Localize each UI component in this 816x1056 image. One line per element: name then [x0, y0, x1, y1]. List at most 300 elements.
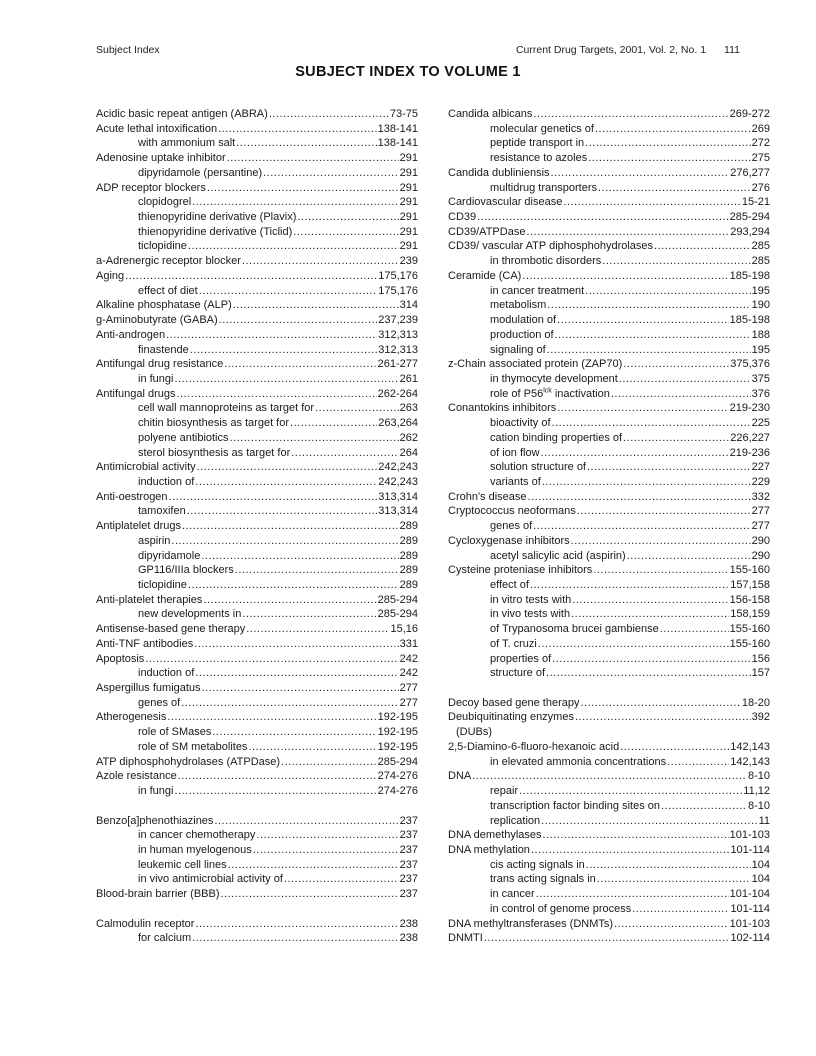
entry-page: 264: [399, 446, 418, 459]
index-entry: [96, 299, 418, 314]
index-entry: [448, 520, 770, 535]
entry-page: 239: [399, 255, 418, 268]
dot-leader: [221, 888, 399, 900]
dot-leader: [207, 182, 399, 194]
entry-label: Cycloxygenase inhibitors: [448, 534, 570, 547]
dot-leader: [248, 741, 376, 753]
entry-page: 289: [399, 549, 418, 562]
dot-leader: [542, 476, 751, 488]
dot-leader: [632, 903, 729, 915]
entry-label: g-Aminobutyrate (GABA): [96, 314, 218, 327]
entry-page: 276: [751, 181, 770, 194]
dot-leader: [571, 535, 751, 547]
page-number: 111: [724, 44, 740, 56]
entry-page: 238: [399, 932, 418, 945]
entry-label: Blood-brain barrier (BBB): [96, 888, 220, 901]
entry-label: role of SM metabolites: [138, 740, 248, 753]
index-entry: [448, 123, 770, 138]
entry-page: 226,227: [730, 431, 770, 444]
entry-page: 138-141: [377, 137, 418, 150]
entry-label: trans acting signals in: [490, 873, 596, 886]
dot-leader: [533, 108, 728, 120]
dot-leader: [256, 829, 398, 841]
index-entry: [96, 167, 418, 182]
entry-page: 291: [399, 152, 418, 165]
dot-leader: [619, 373, 751, 385]
entry-label: in cancer treatment: [490, 284, 585, 297]
entry-page: 272: [751, 137, 770, 150]
entry-label: Cysteine proteniase inhibitors: [448, 564, 593, 577]
entry-page: 237: [399, 843, 418, 856]
entry-label-superscript: lck: [543, 387, 552, 394]
entry-page: 155-160: [729, 564, 770, 577]
dot-leader: [297, 211, 398, 223]
entry-page: 313,314: [378, 490, 418, 503]
dot-leader: [547, 299, 750, 311]
dot-leader: [203, 594, 376, 606]
entry-page: 392: [751, 711, 770, 724]
index-entry: [448, 182, 770, 197]
entry-label: bioactivity of: [490, 417, 551, 430]
entry-page: 242: [399, 652, 418, 665]
index-entry: [96, 815, 418, 830]
index-entry: [448, 579, 770, 594]
dot-leader: [557, 314, 729, 326]
entry-label: genes of: [490, 520, 533, 533]
index-entry: [96, 608, 418, 623]
dot-leader: [233, 299, 399, 311]
entry-page: 277: [751, 520, 770, 533]
entry-page: 185-198: [729, 269, 770, 282]
entry-label: for calcium: [138, 932, 192, 945]
entry-label: in fungi: [138, 785, 174, 798]
dot-leader: [588, 152, 750, 164]
dot-leader: [224, 358, 376, 370]
entry-label: of ion flow: [490, 446, 540, 459]
entry-page: 285-294: [377, 593, 418, 606]
entry-page: 312,313: [378, 343, 418, 356]
dot-leader: [538, 638, 729, 650]
index-entry: [96, 344, 418, 359]
index-entry: [96, 432, 418, 447]
entry-label: Adenosine uptake inhibitor: [96, 152, 226, 165]
index-entry: [448, 211, 770, 226]
dot-leader: [281, 756, 377, 768]
entry-label: Antiplatelet drugs: [96, 520, 181, 533]
entry-page: 101-103: [729, 829, 770, 842]
dot-leader: [284, 873, 399, 885]
entry-label: Candida albicans: [448, 108, 533, 120]
entry-label: clopidogrel: [138, 196, 192, 209]
index-entry: [96, 373, 418, 388]
index-entry: [448, 196, 770, 211]
dot-leader: [188, 240, 399, 252]
index-entry: [96, 329, 418, 344]
entry-label: acetyl salicylic acid (aspirin): [490, 549, 626, 562]
dot-leader: [214, 815, 398, 827]
entry-spacer: [96, 800, 418, 815]
dot-leader: [484, 932, 730, 944]
journal-citation: Current Drug Targets, 2001, Vol. 2, No. 1: [515, 44, 707, 56]
entry-page: 290: [751, 549, 770, 562]
dot-leader: [580, 697, 740, 709]
index-entry: [96, 594, 418, 609]
entry-page: 261: [399, 372, 418, 385]
dot-leader: [166, 329, 377, 341]
entry-label: aspirin: [138, 534, 171, 547]
entry-page: 277: [399, 696, 418, 709]
entry-label: Atherogenesis: [96, 711, 167, 724]
entry-page: 242: [399, 667, 418, 680]
entry-label: Apoptosis: [96, 652, 145, 665]
index-entry: [448, 873, 770, 888]
entry-label: Crohn's disease: [448, 490, 527, 503]
entry-page: 195: [751, 343, 770, 356]
index-entry: [448, 285, 770, 300]
index-entry: [96, 697, 418, 712]
entry-label: Cardiovascular disease: [448, 196, 563, 209]
entry-page: 190: [751, 299, 770, 312]
entry-label: Alkaline phosphatase (ALP): [96, 299, 232, 312]
index-entry: [448, 667, 770, 682]
dot-leader: [253, 844, 399, 856]
entry-page: 155-160: [729, 637, 770, 650]
index-entry: [448, 550, 770, 565]
entry-page: 291: [399, 225, 418, 238]
entry-label: DNA methyltransferases (DNMTs): [448, 917, 614, 930]
index-entry: [96, 240, 418, 255]
index-column-left: [96, 108, 418, 947]
index-entry: [96, 123, 418, 138]
index-entry: [448, 417, 770, 432]
index-entry: [448, 903, 770, 918]
entry-label: genes of: [138, 696, 181, 709]
index-entry: [448, 932, 770, 947]
index-entry: [448, 226, 770, 241]
entry-label: peptide transport in: [490, 137, 585, 150]
index-entry: [448, 829, 770, 844]
entry-page: 293,294: [730, 225, 770, 238]
index-entry: [448, 770, 770, 785]
entry-page: 101-103: [729, 917, 770, 930]
dot-leader: [623, 358, 729, 370]
index-entry: [448, 137, 770, 152]
dot-leader: [174, 785, 376, 797]
entry-label: Anti-TNF antibodies: [96, 637, 194, 650]
entry-page: 312,313: [378, 328, 418, 341]
index-entry: [96, 918, 418, 933]
entry-page: 11: [758, 814, 770, 827]
entry-label: cis acting signals in: [490, 858, 585, 871]
entry-label: DNMTI: [448, 932, 483, 945]
entry-label: Acute lethal intoxification: [96, 122, 218, 135]
entry-label: effect of: [490, 579, 529, 591]
entry-page: 375,376: [730, 358, 770, 371]
entry-page: 291: [399, 196, 418, 209]
entry-label: Azole resistance: [96, 770, 177, 783]
dot-leader: [598, 182, 751, 194]
dot-leader: [169, 491, 378, 503]
dot-leader: [269, 108, 389, 120]
index-entry: [96, 255, 418, 270]
index-entry: [96, 535, 418, 550]
index-entry: [96, 270, 418, 285]
entry-label: properties of: [490, 652, 552, 665]
index-entry: [96, 108, 418, 123]
index-entry: [96, 402, 418, 417]
entry-page: 156: [751, 652, 770, 665]
entry-label: in fungi: [138, 372, 174, 385]
dot-leader: [145, 653, 398, 665]
index-entry: [96, 653, 418, 668]
entry-page: 175,176: [378, 284, 418, 297]
entry-page: 175,176: [378, 269, 418, 282]
dot-leader: [563, 196, 741, 208]
entry-label: Antisense-based gene therapy: [96, 623, 246, 636]
entry-page: 101-114: [730, 902, 770, 915]
entry-page: 289: [399, 564, 418, 577]
index-entry: [448, 623, 770, 638]
dot-leader: [522, 270, 728, 282]
dot-leader: [167, 711, 376, 723]
index-entry: [448, 108, 770, 123]
index-entry: [96, 741, 418, 756]
entry-page: 314: [399, 299, 418, 312]
entry-label: Aspergillus fumigatus: [96, 682, 201, 695]
dot-leader: [552, 417, 751, 429]
entry-label: in human myelogenous: [138, 843, 252, 856]
index-entry: [96, 785, 418, 800]
entry-label: tamoxifen: [138, 505, 186, 518]
index-entry: [96, 226, 418, 241]
dot-leader: [586, 859, 751, 871]
entry-label: repair: [490, 785, 519, 798]
index-entry: [448, 329, 770, 344]
dot-leader: [551, 167, 730, 179]
dot-leader: [263, 167, 399, 179]
index-column-right: [448, 108, 770, 947]
entry-page: 73-75: [389, 108, 418, 120]
entry-page: 238: [399, 917, 418, 930]
entry-page: 276,277: [730, 166, 770, 179]
dot-leader: [593, 564, 728, 576]
entry-page: 274-276: [377, 785, 418, 798]
entry-page: 275: [751, 152, 770, 165]
dot-leader: [192, 932, 398, 944]
index-entry: [448, 152, 770, 167]
running-head-right: [516, 44, 740, 56]
index-entry: [448, 299, 770, 314]
entry-label: induction of: [138, 475, 195, 488]
entry-label: resistance to azoles: [490, 152, 588, 165]
entry-page: 285-294: [729, 211, 770, 224]
entry-label: effect of diet: [138, 284, 198, 297]
index-entry: [96, 932, 418, 947]
dot-leader: [190, 344, 377, 356]
entry-label: Ceramide (CA): [448, 269, 522, 282]
entry-label: chitin biosynthesis as target for: [138, 417, 290, 430]
entry-label: replication: [490, 814, 541, 827]
index-entry: [448, 726, 770, 741]
dot-leader: [543, 829, 729, 841]
dot-leader: [660, 623, 729, 635]
dot-leader: [654, 240, 751, 252]
index-entry: [448, 270, 770, 285]
entry-label: in vitro tests with: [490, 593, 572, 606]
index-entry: [96, 285, 418, 300]
index-entry: [448, 844, 770, 859]
entry-page: 101-104: [729, 888, 770, 901]
index-entry: [448, 461, 770, 476]
index-entry: [96, 564, 418, 579]
index-entry: [96, 417, 418, 432]
dot-leader: [571, 608, 729, 620]
entry-label: Deubiquitinating enzymes: [448, 711, 574, 724]
entry-page: 229: [751, 475, 770, 488]
entry-label: cation binding properties of: [490, 431, 623, 444]
index-columns: [96, 108, 770, 947]
index-entry: [96, 314, 418, 329]
running-head-left: Subject Index: [96, 44, 160, 56]
index-entry: [448, 594, 770, 609]
index-entry: [448, 918, 770, 933]
entry-page: 291: [399, 166, 418, 179]
entry-label: Antimicrobial activity: [96, 461, 196, 474]
entry-label: CD39: [448, 211, 477, 224]
dot-leader: [293, 226, 398, 238]
entry-page: 11,12: [743, 785, 770, 798]
entry-page: 376: [751, 387, 770, 400]
entry-page: 262-264: [377, 387, 418, 400]
entry-page: 313,314: [378, 505, 418, 518]
index-entry: [96, 682, 418, 697]
dot-leader: [195, 476, 377, 488]
entry-label: with ammonium salt: [138, 137, 236, 150]
entry-label: dipyridamole (persantine): [138, 166, 263, 179]
index-entry: [96, 623, 418, 638]
entry-label: DNA: [448, 770, 472, 783]
entry-page: 142,143: [730, 740, 770, 753]
entry-page: 285: [751, 240, 770, 253]
entry-label: metabolism: [490, 299, 547, 312]
entry-page: 192-195: [377, 711, 418, 724]
entry-label: Anti-androgen: [96, 328, 166, 341]
dot-leader: [182, 520, 399, 532]
index-entry: [448, 505, 770, 520]
dot-leader: [552, 653, 750, 665]
index-entry: [96, 726, 418, 741]
index-entry: [448, 240, 770, 255]
index-entry: [448, 314, 770, 329]
entry-label: Acidic basic repeat antigen (ABRA): [96, 108, 268, 120]
entry-label: of T. cruzi: [490, 637, 537, 650]
dot-leader: [212, 726, 376, 738]
entry-page: 291: [399, 240, 418, 253]
dot-leader: [197, 461, 378, 473]
entry-page: 263: [399, 402, 418, 415]
index-entry: [96, 888, 418, 903]
dot-leader: [178, 770, 377, 782]
dot-leader: [533, 520, 750, 532]
entry-page: 227: [751, 461, 770, 474]
dot-leader: [192, 196, 398, 208]
dot-leader: [230, 432, 399, 444]
entry-label: in cancer chemotherapy: [138, 829, 256, 842]
entry-page: 285-294: [377, 755, 418, 768]
entry-page: 290: [751, 534, 770, 547]
index-entry: [448, 447, 770, 462]
entry-label: dipyridamole: [138, 549, 201, 562]
entry-label: Antifungal drugs: [96, 387, 176, 400]
entry-label: of Trypanosoma brucei gambiense: [490, 623, 659, 636]
dot-leader: [587, 461, 751, 473]
entry-page: 285: [751, 255, 770, 268]
index-entry: [96, 770, 418, 785]
entry-page: 261-277: [377, 358, 418, 371]
dot-leader: [174, 373, 398, 385]
index-entry: [448, 608, 770, 623]
entry-label: multidrug transporters: [490, 181, 597, 194]
dot-leader: [242, 255, 399, 267]
entry-label: in control of genome process: [490, 902, 632, 915]
entry-page: 104: [751, 873, 770, 886]
entry-page: 274-276: [377, 770, 418, 783]
dot-leader: [602, 255, 750, 267]
index-entry: [448, 785, 770, 800]
dot-leader: [315, 402, 399, 414]
entry-label: DNA methylation: [448, 843, 530, 856]
entry-label: (DUBs): [456, 726, 493, 739]
index-entry: [96, 491, 418, 506]
entry-label: leukemic cell lines: [138, 858, 227, 871]
entry-label: role of SMases: [138, 726, 212, 739]
dot-leader: [519, 785, 742, 797]
entry-label: ADP receptor blockers: [96, 181, 206, 194]
dot-leader: [194, 638, 398, 650]
entry-page: 269-272: [729, 108, 770, 120]
entry-page: 185-198: [729, 314, 770, 327]
dot-leader: [595, 123, 751, 135]
entry-label: structure of: [490, 667, 546, 680]
dot-leader: [555, 329, 751, 341]
dot-leader: [530, 579, 729, 591]
index-entry: [96, 638, 418, 653]
entry-label: z-Chain associated protein (ZAP70): [448, 358, 623, 371]
entry-page: 289: [399, 520, 418, 533]
dot-leader: [557, 402, 728, 414]
index-entry: [96, 844, 418, 859]
index-entry: [448, 491, 770, 506]
entry-label: ticlopidine: [138, 579, 187, 591]
entry-page: 192-195: [377, 740, 418, 753]
dot-leader: [528, 491, 751, 503]
index-entry: [96, 667, 418, 682]
entry-label: production of: [490, 328, 554, 341]
dot-leader: [627, 550, 751, 562]
dot-leader: [577, 505, 751, 517]
entry-label: Anti-oestrogen: [96, 490, 168, 503]
index-entry: [96, 520, 418, 535]
entry-label: ATP diphosphohydrolases (ATPDase): [96, 755, 281, 768]
entry-page: 138-141: [377, 122, 418, 135]
dot-leader: [242, 608, 376, 620]
index-entry: [448, 888, 770, 903]
dot-leader: [236, 137, 376, 149]
entry-page: 188: [751, 328, 770, 341]
index-entry: [96, 756, 418, 771]
dot-leader: [572, 594, 728, 606]
dot-leader: [227, 152, 399, 164]
